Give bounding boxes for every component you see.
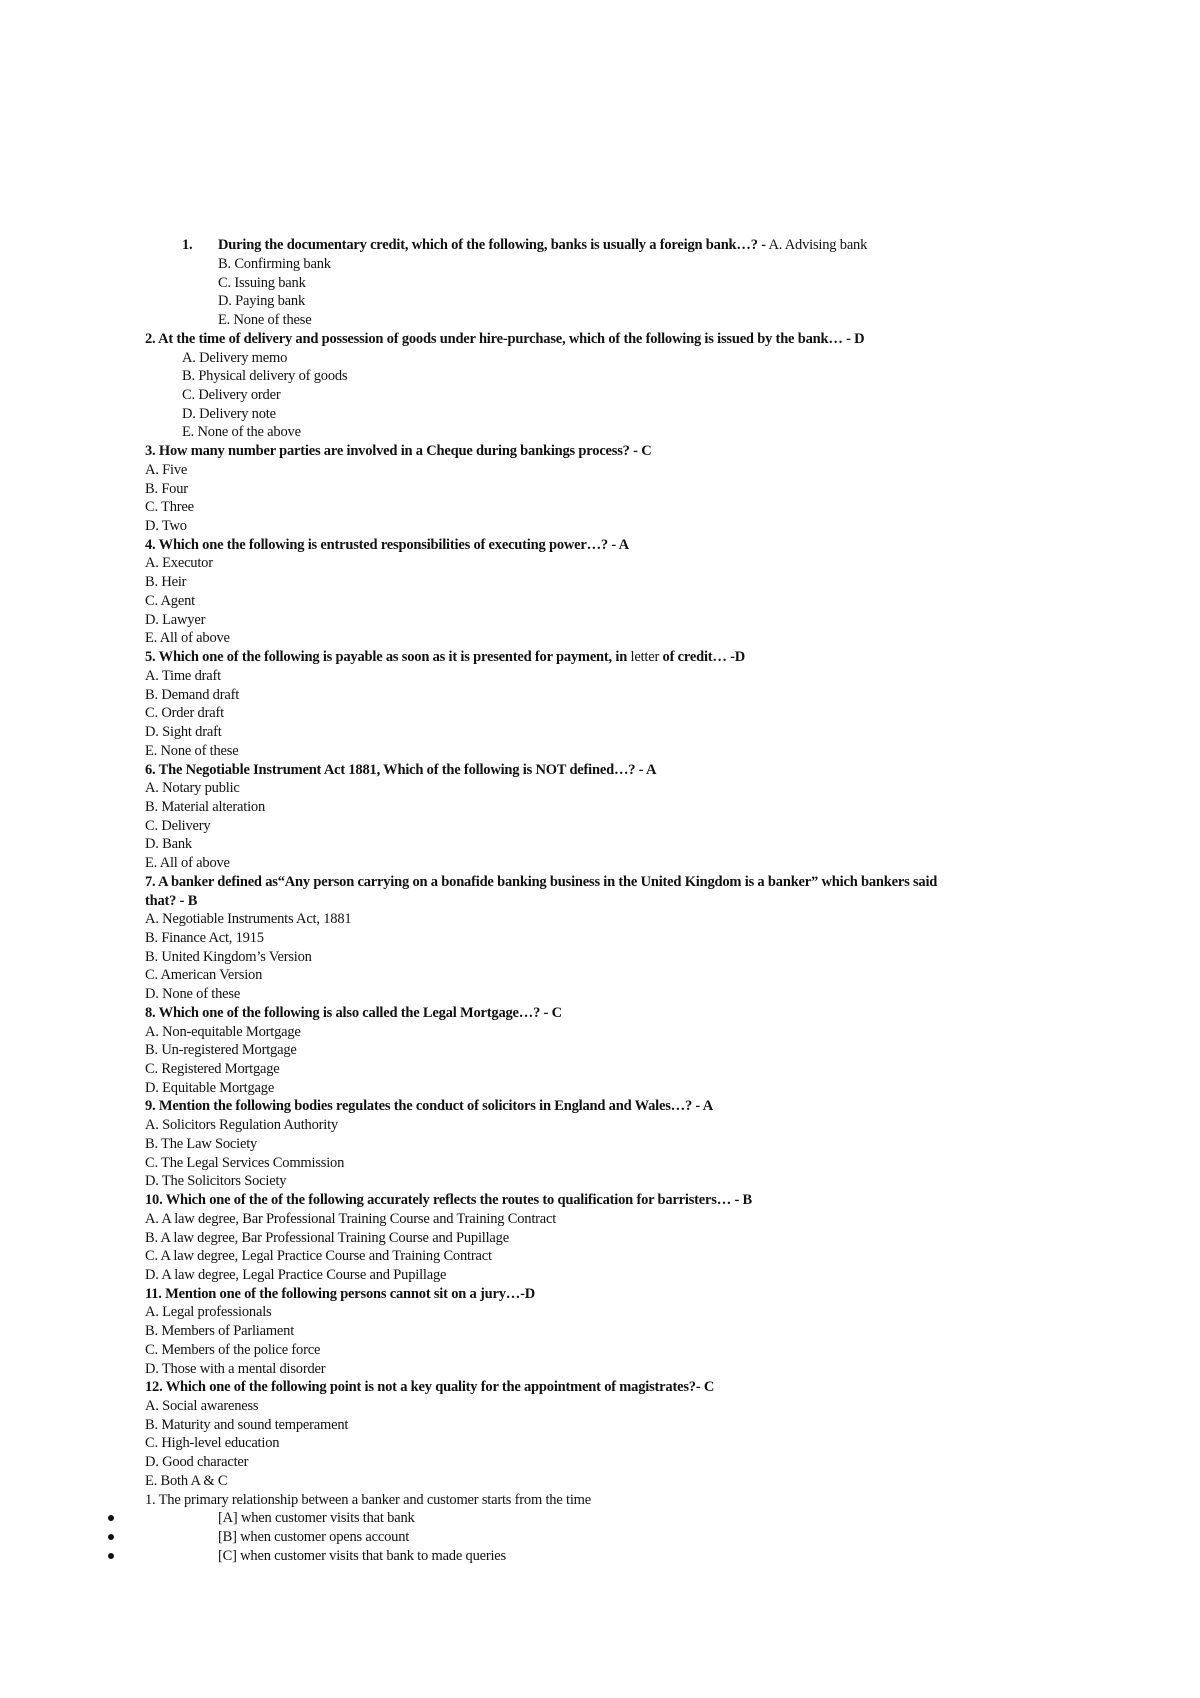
q1-answer: A. Advising bank <box>765 237 868 253</box>
q3-option-b: B. Four <box>145 481 188 497</box>
q5-option-a: A. Time draft <box>145 668 221 684</box>
q10-question: 10. Which one of the of the following accurately reflects the routes to qualification for barristers… - B <box>145 1192 752 1208</box>
q2-option-a: A. Delivery memo <box>182 350 288 366</box>
q8-option-b: B. Un-registered Mortgage <box>145 1042 297 1058</box>
q10-option-c: C. A law degree, Legal Practice Course and Training Contract <box>145 1248 492 1264</box>
q9-option-d: D. The Solicitors Society <box>145 1173 287 1189</box>
q7-option-a: A. Negotiable Instruments Act, 1881 <box>145 911 352 927</box>
q11-option-b: B. Members of Parliament <box>145 1323 295 1339</box>
q2-option-b: B. Physical delivery of goods <box>182 368 348 384</box>
q11-option-a: A. Legal professionals <box>145 1304 272 1320</box>
q10-option-d: D. A law degree, Legal Practice Course and Pupillage <box>145 1267 447 1283</box>
q1-option-d: D. Paying bank <box>218 293 306 309</box>
q12-option-e: E. Both A & C <box>145 1473 228 1489</box>
q7-option-b2: B. United Kingdom’s Version <box>145 949 312 965</box>
q6-option-d: D. Bank <box>145 836 192 852</box>
q12-option-a: A. Social awareness <box>145 1398 259 1414</box>
q8-option-d: D. Equitable Mortgage <box>145 1080 275 1096</box>
bullet-icon <box>108 1553 114 1559</box>
bullet-icon <box>108 1534 114 1540</box>
q5-option-c: C. Order draft <box>145 705 224 721</box>
q13-option-b: [B] when customer opens account <box>218 1529 410 1545</box>
q5-question: 5. Which one of the following is payable as soon as it is presented for payment, in <box>145 649 628 665</box>
q13-option-c: [C] when customer visits that bank to made queries <box>218 1548 506 1564</box>
q4-option-c: C. Agent <box>145 593 195 609</box>
q4-option-d: D. Lawyer <box>145 612 206 628</box>
q2-option-d: D. Delivery note <box>182 406 276 422</box>
q1-option-b: B. Confirming bank <box>218 256 331 272</box>
q3-option-d: D. Two <box>145 518 187 534</box>
q11-option-c: C. Members of the police force <box>145 1342 321 1358</box>
q1-question-line <box>218 236 867 254</box>
q7-option-b: B. Finance Act, 1915 <box>145 930 264 946</box>
q5-option-d: D. Sight draft <box>145 724 222 740</box>
q4-option-e: E. All of above <box>145 630 230 646</box>
q9-option-a: A. Solicitors Regulation Authority <box>145 1117 338 1133</box>
q7-option-c: C. American Version <box>145 967 263 983</box>
q12-option-c: C. High-level education <box>145 1435 280 1451</box>
q5-option-b: B. Demand draft <box>145 687 240 703</box>
q10-option-a: A. A law degree, Bar Professional Training Course and Training Contract <box>145 1211 557 1227</box>
q6-option-b: B. Material alteration <box>145 799 266 815</box>
q12-option-d: D. Good character <box>145 1454 249 1470</box>
q9-question: 9. Mention the following bodies regulates the conduct of solicitors in England and Wales…? - A <box>145 1098 713 1114</box>
q8-question: 8. Which one of the following is also called the Legal Mortgage…? - C <box>145 1005 562 1021</box>
q11-option-d: D. Those with a mental disorder <box>145 1361 326 1377</box>
q5-question-line <box>145 648 745 666</box>
q1-option-e: E. None of these <box>218 312 312 328</box>
q7-question-line2: that? - B <box>145 893 198 909</box>
q1-number: 1. <box>182 237 193 253</box>
q2-option-c: C. Delivery order <box>182 387 281 403</box>
q11-question: 11. Mention one of the following persons cannot sit on a jury…-D <box>145 1286 535 1302</box>
q3-question: 3. How many number parties are involved in a Cheque during bankings process? - C <box>145 443 652 459</box>
q7-question-line1: 7. A banker defined as“Any person carrying on a bonafide banking business in the United Kingdom is a banker” which bankers said <box>145 874 938 890</box>
q2-option-e: E. None of the above <box>182 424 301 440</box>
q6-question: 6. The Negotiable Instrument Act 1881, Which of the following is NOT defined…? - A <box>145 762 657 778</box>
q3-option-c: C. Three <box>145 499 194 515</box>
q2-question: 2. At the time of delivery and possession of goods under hire-purchase, which of the following is issued by the bank… - D <box>145 331 865 347</box>
q4-option-a: A. Executor <box>145 555 213 571</box>
q6-option-e: E. All of above <box>145 855 230 871</box>
q8-option-c: C. Registered Mortgage <box>145 1061 280 1077</box>
q6-option-c: C. Delivery <box>145 818 211 834</box>
q13-question: 1. The primary relationship between a banker and customer starts from the time <box>145 1492 591 1508</box>
q4-option-b: B. Heir <box>145 574 187 590</box>
q8-option-a: A. Non-equitable Mortgage <box>145 1024 301 1040</box>
q6-option-a: A. Notary public <box>145 780 240 796</box>
q5-question-plain: letter <box>627 649 663 665</box>
q10-option-b: B. A law degree, Bar Professional Training Course and Pupillage <box>145 1230 509 1246</box>
bullet-icon <box>108 1515 114 1521</box>
q5-option-e: E. None of these <box>145 743 239 759</box>
q1-option-c: C. Issuing bank <box>218 275 306 291</box>
q3-option-a: A. Five <box>145 462 188 478</box>
q1-question: During the documentary credit, which of the following, banks is usually a foreign bank…? - <box>218 237 766 253</box>
q4-question: 4. Which one the following is entrusted responsibilities of executing power…? - A <box>145 537 629 553</box>
q9-option-b: B. The Law Society <box>145 1136 258 1152</box>
q7-option-d: D. None of these <box>145 986 241 1002</box>
q12-question: 12. Which one of the following point is not a key quality for the appointment of magistrates?- C <box>145 1379 715 1395</box>
q12-option-b: B. Maturity and sound temperament <box>145 1417 349 1433</box>
q9-option-c: C. The Legal Services Commission <box>145 1155 345 1171</box>
q13-option-a: [A] when customer visits that bank <box>218 1510 415 1526</box>
q5-question-end: of credit… -D <box>662 649 746 665</box>
